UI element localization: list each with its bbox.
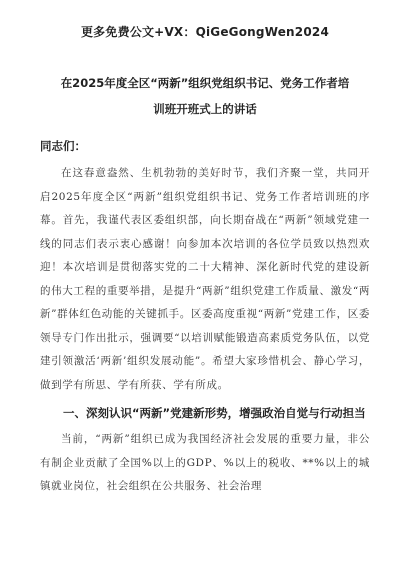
body-paragraph-1: 在这春意盎然、生机勃勃的美好时节，我们齐聚一堂，共同开启2025年度全区“两新”组织党组织书记、党务工作者培训班的序幕。首先，我谨代表区委组织部，向长期奋战在“两新”领域党建一线的同志们表示衷心感谢！向参加本次培训的各位学员致以热烈欢迎！本次培训是贯彻落实党的二十大精神、深化新时代党的建设新的伟大工程的重要举措，是提升“两新”组织党建工作质量、激发“两新”群体红色动能的关键抓手。区委高度重视“两新”党建工作，区委领导专门作出批示，强调要“以培训赋能锻造高素质党务队伍，以党建引领激活‘两新’组织发展动能”。希望大家珍惜机会、静心学习，做到学有所思、学有所获、学有所成。	[40, 167, 370, 391]
body-paragraph-2: 当前，“两新”组织已成为我国经济社会发展的重要力量，非公有制企业贡献了全国%以上的GDP、%以上的税收、**%以上的城镇就业岗位，社会组织在公共服务、社会治理	[40, 433, 370, 492]
document-title	[40, 70, 370, 122]
section-heading-1: 一、深刻认识“两新”党建新形势，增强政治自觉与行动担当	[63, 406, 366, 420]
document-title-line-1: 在2025年度全区“两新”组织党组织书记、党务工作者培	[60, 76, 350, 90]
promo-banner: 更多免费公文+VX：QiGeGongWen2024	[80, 25, 329, 39]
salutation: 同志们：	[40, 139, 86, 153]
document-title-line-2: 训班开班式上的讲话	[153, 102, 257, 116]
